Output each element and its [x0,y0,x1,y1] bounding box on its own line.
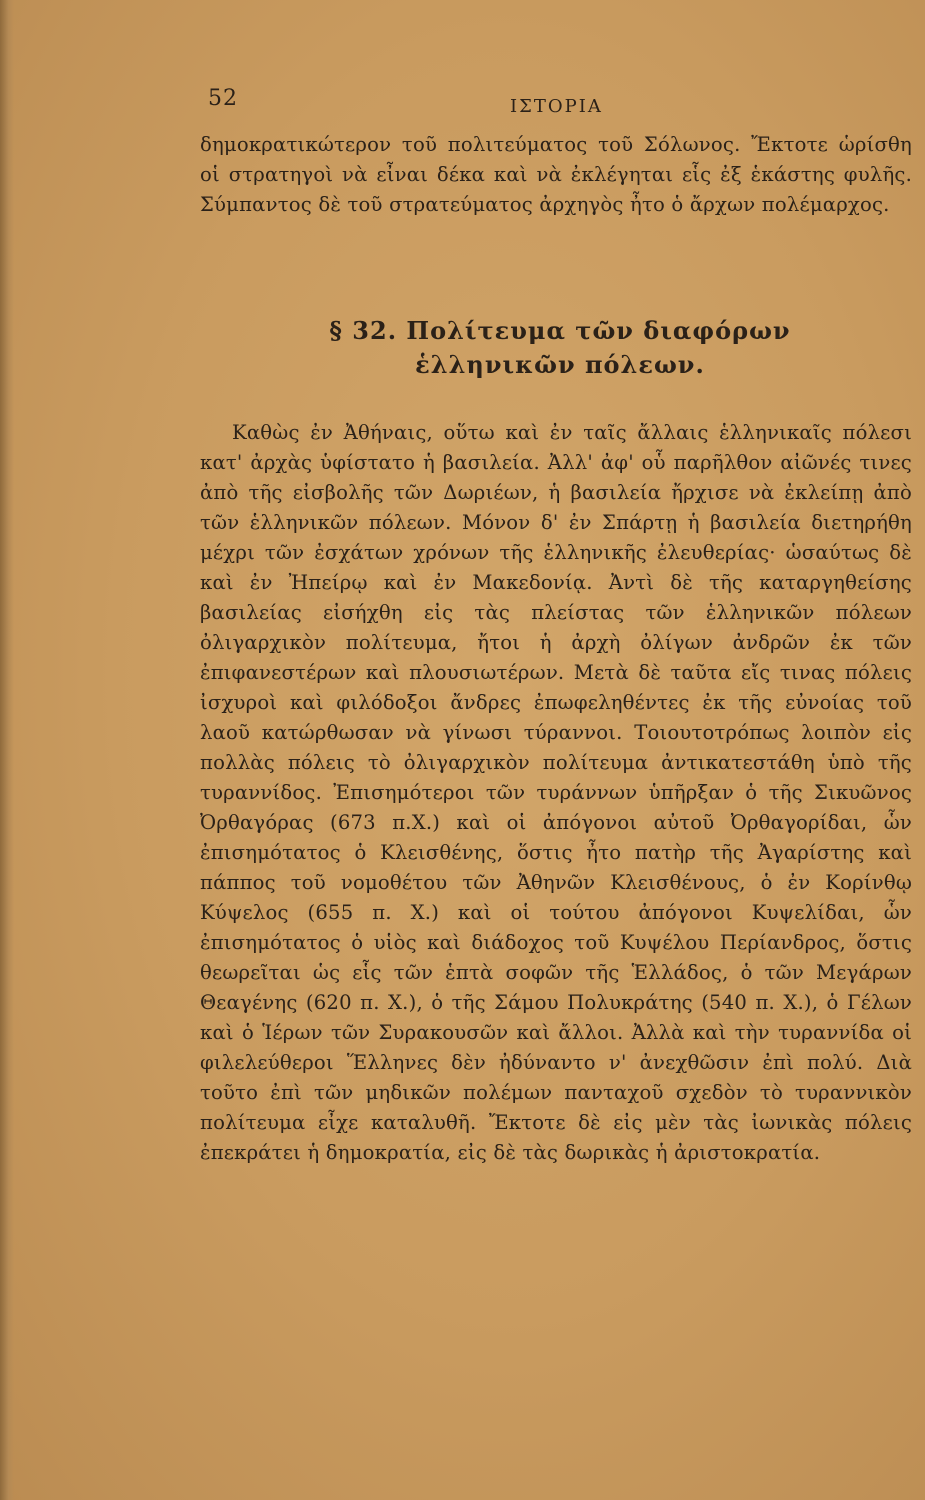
page-header [208,86,908,120]
page-number: 52 [208,86,238,111]
section-heading-line-2: ἑλληνικῶν πόλεων. [415,350,705,379]
section-heading [260,314,860,382]
main-paragraph: Καθὼς ἐν Ἀθήναις, οὕτω καὶ ἐν ταῖς ἄλλαις ἑλληνικαῖς πόλεσι κατ' ἀρχὰς ὑφίστατο ἡ βασιλεία. Ἀλλ' ἀφ' οὗ παρῆλθον αἰῶνές τινες ἀπὸ τῆς εἰσβολῆς τῶν Δωριέων, ἡ βασιλεία ἤρχισε νὰ ἐκλείπῃ ἀπὸ τῶν ἑλληνικῶν πόλεων. Μόνον δ' ἐν Σπάρτῃ ἡ βασιλεία διετηρήθη μέχρι τῶν ἐσχάτων χρόνων τῆς ἑλληνικῆς ἐλευθερίας· ὡσαύτως δὲ καὶ ἐν Ἠπείρῳ καὶ ἐν Μακεδονίᾳ. Ἀντὶ δὲ τῆς καταργηθείσης βασιλείας εἰσήχθη εἰς τὰς πλείστας τῶν ἑλληνικῶν πόλεων ὀλιγαρχικὸν πολίτευμα, ἤτοι ἡ ἀρχὴ ὀλίγων ἀνδρῶν ἐκ τῶν ἐπιφανεστέρων καὶ πλουσιωτέρων. Μετὰ δὲ ταῦτα εἴς τινας πόλεις ἰσχυροὶ καὶ φιλόδοξοι ἄνδρες ἐπωφεληθέντες ἐκ τῆς εὐνοίας τοῦ λαοῦ κατώρθωσαν νὰ γίνωσι τύραννοι. Τοιουτοτρόπως λοιπὸν εἰς πολλὰς πόλεις τὸ ὀλιγαρχικὸν πολίτευμα ἀντικατεστάθη ὑπὸ τῆς τυραννίδος. Ἐπισημότεροι τῶν τυράννων ὑπῆρξαν ὁ τῆς Σικυῶνος Ὀρθαγόρας (673 π.Χ.) καὶ οἱ ἀπόγονοι αὐτοῦ Ὀρθαγορίδαι, ὧν ἐπισημότατος ὁ Κλεισθένης, ὅστις ἦτο πατὴρ τῆς Ἀγαρίστης καὶ πάππος τοῦ νομοθέτου τῶν Ἀθηνῶν Κλεισθένους, ὁ ἐν Κορίνθῳ Κύψελος (655 π. Χ.) καὶ οἱ τούτου ἀπόγονοι Κυψελίδαι, ὧν ἐπισημότατος ὁ υἱὸς καὶ διάδοχος τοῦ Κυψέλου Περίανδρος, ὅστις θεωρεῖται ὡς εἷς τῶν ἑπτὰ σοφῶν τῆς Ἑλλάδος, ὁ τῶν Μεγάρων Θεαγένης (620 π. Χ.), ὁ τῆς Σάμου Πολυκράτης (540 π. Χ.), ὁ Γέλων καὶ ὁ Ἱέρων τῶν Συρακουσῶν καὶ ἄλλοι. Ἀλλὰ καὶ τὴν τυραννίδα οἱ φιλελεύθεροι Ἕλληνες δὲν ἠδύναντο ν' ἀνεχθῶσιν ἐπὶ πολύ. Διὰ τοῦτο ἐπὶ τῶν μηδικῶν πολέμων πανταχοῦ σχεδὸν τὸ τυραννικὸν πολίτευμα εἶχε καταλυθῆ. Ἔκτοτε δὲ εἰς μὲν τὰς ἰωνικὰς πόλεις ἐπεκράτει ἡ δημοκρατία, εἰς δὲ τὰς δωρικὰς ἡ ἀριστοκρατία. [200,421,912,1164]
running-head: ΙΣΤΟΡΙΑ [510,96,603,117]
section-heading-line-1: § 32. Πολίτευμα τῶν διαφόρων [329,316,791,345]
intro-paragraph: δημοκρατικώτερον τοῦ πολιτεύματος τοῦ Σόλωνος. Ἔκτοτε ὡρίσθη οἱ στρατηγοὶ νὰ εἶναι δέκα καὶ νὰ ἐκλέγηται εἷς ἐξ ἑκάστης φυλῆς. Σύμπαντος δὲ τοῦ στρατεύματος ἀρχηγὸς ἦτο ὁ ἄρχων πολέμαρχος. [200,133,912,216]
page-edge-shadow [0,0,14,1500]
